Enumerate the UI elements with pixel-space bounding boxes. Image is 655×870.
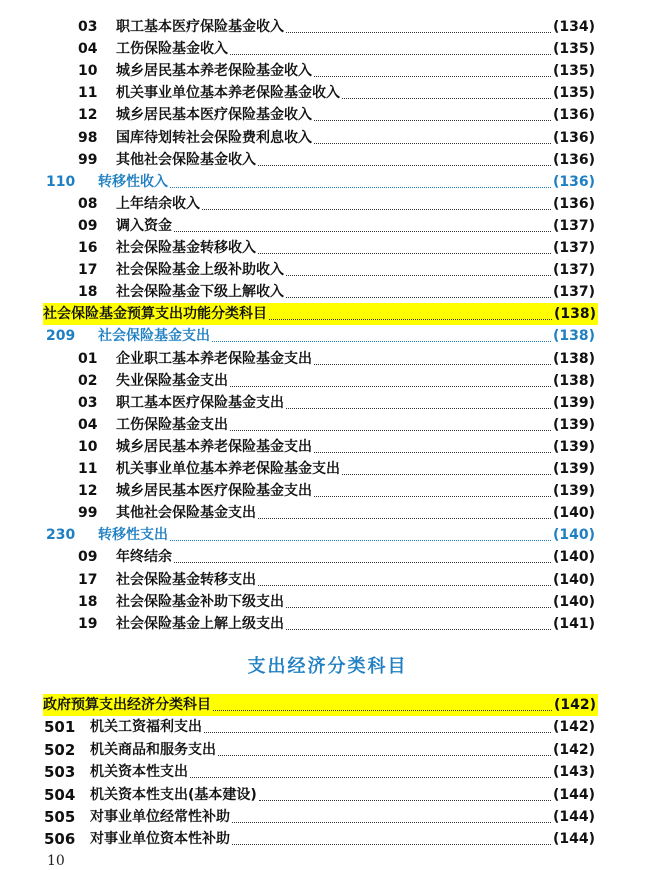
toc-label: 工伤保险基金收入: [116, 41, 228, 58]
toc-page: (137): [552, 217, 595, 234]
toc-code: 09: [78, 217, 98, 234]
dot-leader: [213, 689, 552, 711]
toc-page: (139): [552, 416, 595, 433]
toc-code: 17: [78, 262, 98, 279]
toc-code: 17: [78, 571, 98, 588]
toc-label: 社会保险基金支出: [98, 328, 210, 345]
toc-page: (139): [552, 438, 595, 455]
toc-label: 社会保险基金上级补助收入: [116, 262, 284, 279]
toc-page: (136): [552, 173, 595, 190]
toc-label: 机关工资福利支出: [90, 719, 202, 736]
toc-code: 110: [46, 173, 76, 190]
dot-leader: [314, 122, 551, 144]
toc-label: 对事业单位资本性补助: [90, 831, 230, 848]
dot-leader: [259, 779, 551, 801]
dot-leader: [286, 276, 551, 298]
toc-code: 02: [78, 372, 98, 389]
dot-leader: [314, 99, 551, 121]
dot-leader: [314, 431, 551, 453]
dot-leader: [204, 711, 551, 733]
toc-code: 504: [44, 785, 76, 804]
toc-code: 16: [78, 240, 98, 256]
toc-code: 12: [78, 107, 98, 124]
toc-page: (141): [552, 615, 595, 632]
toc-label: 失业保险基金支出: [116, 372, 228, 389]
toc-label: 其他社会保险基金支出: [116, 505, 256, 522]
dot-leader: [170, 166, 551, 188]
dot-leader: [230, 33, 551, 55]
dot-leader: [342, 77, 551, 99]
dot-leader: [230, 365, 551, 387]
toc-label: 政府预算支出经济分类科目: [43, 697, 211, 713]
toc-page: (139): [552, 461, 595, 477]
toc-code: 503: [44, 763, 76, 782]
toc-page: (138): [552, 350, 595, 367]
dot-leader: [286, 254, 551, 276]
toc-code: 08: [78, 195, 98, 212]
toc-code: 501: [44, 718, 76, 737]
dot-leader: [342, 453, 551, 475]
toc-page: (138): [552, 372, 595, 389]
dot-leader: [232, 823, 551, 845]
toc-page: (142): [552, 741, 595, 758]
toc-label: 职工基本医疗保险基金收入: [116, 19, 284, 35]
toc-label: 社会保险基金预算支出功能分类科目: [43, 306, 267, 323]
dot-leader: [218, 734, 551, 756]
dot-leader: [314, 55, 551, 77]
toc-label: 转移性收入: [98, 173, 168, 190]
toc-code: 230: [46, 527, 76, 544]
toc-code: 99: [78, 505, 98, 522]
dot-leader: [230, 409, 551, 431]
toc-code: 11: [78, 461, 98, 477]
toc-label: 企业职工基本养老保险基金支出: [116, 350, 312, 367]
toc-page: (138): [553, 306, 596, 323]
page-number: 10: [47, 853, 65, 869]
toc-label: 机关事业单位基本养老保险基金支出: [116, 461, 340, 477]
toc-page: (140): [552, 527, 595, 544]
dot-leader: [286, 387, 551, 409]
toc-page: (137): [552, 240, 595, 256]
dot-leader: [286, 11, 551, 33]
dot-leader: [314, 343, 551, 365]
toc-code: 502: [44, 740, 76, 759]
toc-label: 社会保险基金上解上级支出: [116, 615, 284, 632]
dot-leader: [269, 298, 552, 320]
dot-leader: [258, 564, 551, 586]
dot-leader: [174, 541, 551, 563]
dot-leader: [286, 586, 551, 608]
toc-code: 10: [78, 438, 98, 455]
toc-page: (140): [552, 593, 595, 610]
toc-code: 04: [78, 41, 98, 58]
toc-code: 18: [78, 284, 98, 301]
dot-leader: [258, 144, 551, 166]
toc-code: 03: [78, 19, 98, 35]
toc-label: 社会保险基金转移支出: [116, 571, 256, 588]
toc-entry: [0, 613, 655, 635]
toc-label: 城乡居民基本医疗保险基金收入: [116, 107, 312, 124]
toc-page: (135): [552, 41, 595, 58]
toc-page: (144): [552, 809, 595, 825]
toc-label: 社会保险基金下级上解收入: [116, 284, 284, 301]
toc-page: (140): [552, 505, 595, 522]
dot-leader: [232, 801, 551, 823]
toc-label: 机关事业单位基本养老保险基金收入: [116, 85, 340, 102]
toc-code: 01: [78, 350, 98, 367]
toc-label: 社会保险基金补助下级支出: [116, 593, 284, 610]
toc-page: (140): [552, 549, 595, 566]
dot-leader: [170, 519, 551, 541]
dot-leader: [286, 608, 551, 630]
toc-code: 09: [78, 549, 98, 566]
dot-leader: [314, 475, 551, 497]
toc-label: 机关资本性支出(基本建设): [90, 786, 257, 803]
section-title: 支出经济分类科目: [247, 656, 408, 677]
toc-page: (143): [552, 764, 595, 781]
toc-code: 18: [78, 593, 98, 610]
toc-page: (135): [552, 63, 595, 80]
toc-label: 调入资金: [116, 217, 172, 234]
dot-leader: [202, 188, 551, 210]
toc-page: (140): [552, 571, 595, 588]
toc-label: 社会保险基金转移收入: [116, 240, 256, 256]
dot-leader: [212, 320, 551, 342]
dot-leader: [258, 497, 551, 519]
toc-page: (136): [552, 195, 595, 212]
toc-page: (136): [552, 107, 595, 124]
toc-code: 12: [78, 483, 98, 500]
toc-code: 506: [44, 830, 76, 849]
toc-page: (134): [552, 19, 595, 35]
toc-label: 上年结余收入: [116, 195, 200, 212]
toc-page: (142): [552, 719, 595, 736]
dot-leader: [258, 232, 551, 254]
toc-code: 10: [78, 63, 98, 80]
toc-code: 04: [78, 416, 98, 433]
toc-entry: [0, 436, 655, 458]
toc-page: (136): [552, 151, 595, 168]
toc-page: (139): [552, 483, 595, 500]
toc-label: 工伤保险基金支出: [116, 416, 228, 433]
dot-leader: [174, 210, 551, 232]
toc-page: (135): [552, 85, 595, 102]
toc-label: 城乡居民基本养老保险基金支出: [116, 438, 312, 455]
toc-code: 03: [78, 394, 98, 411]
toc-page: (139): [552, 394, 595, 411]
toc-label: 城乡居民基本医疗保险基金支出: [116, 483, 312, 500]
toc-page: (138): [552, 328, 595, 345]
toc-code: 11: [78, 85, 98, 102]
toc-code: 98: [78, 129, 98, 146]
toc-label: 年终结余: [116, 549, 172, 566]
toc-page: (142): [553, 697, 596, 713]
toc-label: 职工基本医疗保险基金支出: [116, 394, 284, 411]
toc-code: 19: [78, 615, 98, 632]
toc-label: 城乡居民基本养老保险基金收入: [116, 63, 312, 80]
toc-entry: [0, 60, 655, 82]
toc-label: 机关商品和服务支出: [90, 741, 216, 758]
toc-page: (136): [552, 129, 595, 146]
toc-page: (137): [552, 262, 595, 279]
toc-code: 505: [44, 808, 76, 826]
toc-page: (137): [552, 284, 595, 301]
toc-code: 209: [46, 328, 76, 345]
toc-label: 机关资本性支出: [90, 764, 188, 781]
dot-leader: [190, 756, 551, 778]
toc-page: (144): [552, 831, 595, 848]
toc-code: 99: [78, 151, 98, 168]
toc-label: 对事业单位经常性补助: [90, 809, 230, 825]
toc-page: (144): [552, 786, 595, 803]
toc-label: 国库待划转社会保险费利息收入: [116, 129, 312, 146]
toc-label: 转移性支出: [98, 527, 168, 544]
toc-entry: [0, 828, 655, 850]
toc-label: 其他社会保险基金收入: [116, 151, 256, 168]
